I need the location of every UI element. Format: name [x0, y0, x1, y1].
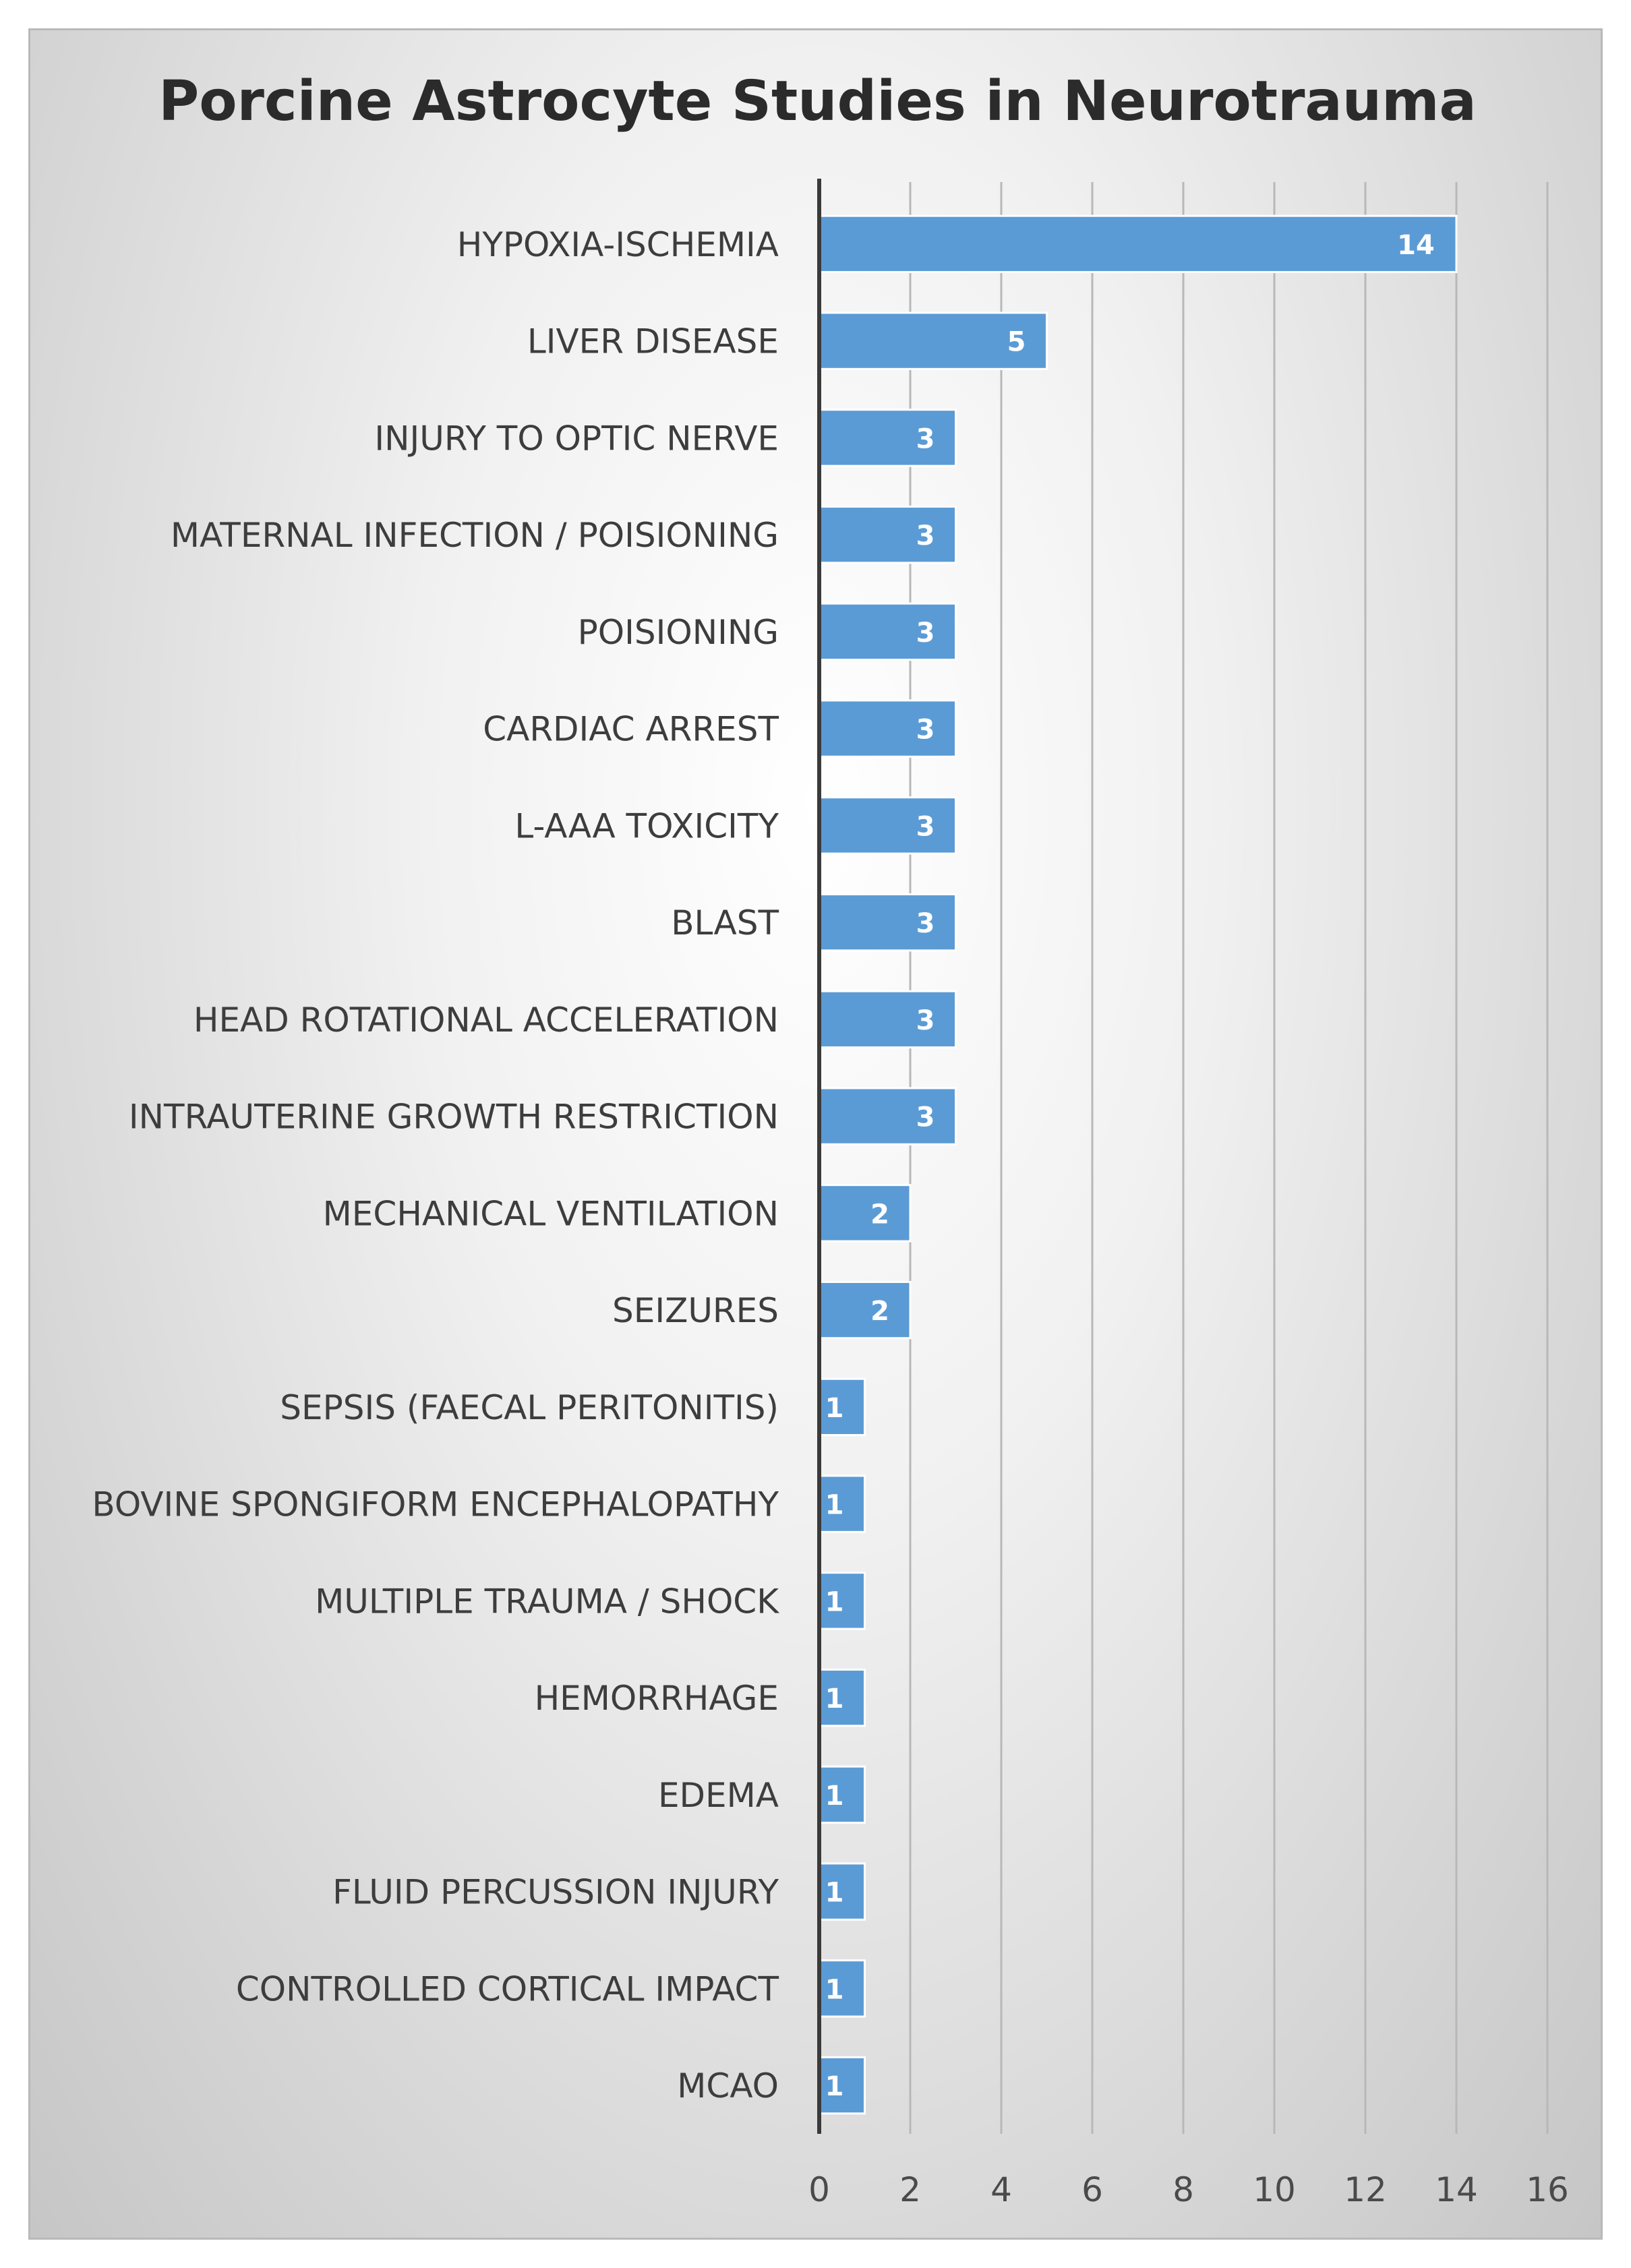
x-tick-label: 4	[990, 2170, 1012, 2209]
data-label: 1	[825, 1877, 844, 1909]
data-label: 3	[916, 1005, 935, 1036]
category-label: BOVINE SPONGIFORM ENCEPHALOPATHY	[92, 1485, 779, 1524]
bar	[819, 1282, 910, 1338]
category-label: INTRAUTERINE GROWTH RESTRICTION	[128, 1097, 779, 1137]
data-label: 5	[1007, 326, 1026, 358]
x-tick-label: 10	[1253, 2170, 1296, 2209]
category-label: BLAST	[671, 903, 779, 943]
category-label: HEMORRHAGE	[534, 1679, 779, 1719]
chart-title: Porcine Astrocyte Studies in Neurotrauma	[158, 69, 1477, 133]
data-label: 1	[825, 2071, 844, 2103]
chart-frame	[28, 28, 1603, 2240]
data-label: 3	[916, 423, 935, 455]
x-tick-label: 0	[808, 2170, 830, 2209]
data-label: 1	[825, 1586, 844, 1618]
category-label: MATERNAL INFECTION / POISIONING	[170, 516, 779, 556]
x-tick-label: 16	[1526, 2170, 1569, 2209]
x-tick-label: 8	[1173, 2170, 1194, 2209]
data-label: 3	[916, 714, 935, 746]
data-label: 1	[825, 1683, 844, 1715]
bars	[819, 216, 1456, 2114]
bar	[819, 216, 1456, 272]
category-label: INJURY TO OPTIC NERVE	[374, 419, 779, 458]
bar	[819, 894, 956, 950]
data-label: 2	[870, 1296, 889, 1327]
data-label: 14	[1397, 229, 1435, 261]
data-label: 2	[870, 1199, 889, 1230]
bar	[819, 798, 956, 854]
category-label: POISIONING	[577, 612, 779, 652]
gridlines	[910, 182, 1547, 2134]
category-label: SEIZURES	[612, 1291, 779, 1331]
bar	[819, 991, 956, 1047]
bar	[819, 1088, 956, 1144]
bar	[819, 700, 956, 756]
category-label: MCAO	[677, 2066, 779, 2106]
category-label: HYPOXIA-ISCHEMIA	[456, 225, 779, 264]
category-label: LIVER DISEASE	[527, 322, 779, 361]
category-label: HEAD ROTATIONAL ACCELERATION	[193, 1000, 779, 1040]
data-label: 3	[916, 1102, 935, 1133]
category-label: EDEMA	[657, 1775, 779, 1815]
bar	[819, 1185, 910, 1241]
data-label: 3	[916, 908, 935, 940]
x-tick-label: 14	[1435, 2170, 1478, 2209]
category-label: L-AAA TOXICITY	[514, 806, 779, 846]
data-label: 1	[825, 1780, 844, 1812]
x-axis-ticks	[808, 2170, 1569, 2209]
x-tick-label: 6	[1081, 2170, 1103, 2209]
category-label: CONTROLLED CORTICAL IMPACT	[235, 1969, 779, 2009]
x-tick-label: 12	[1344, 2170, 1387, 2209]
data-label: 3	[916, 811, 935, 843]
bar	[819, 410, 956, 466]
data-label: 3	[916, 617, 935, 649]
category-label: MECHANICAL VENTILATION	[322, 1194, 779, 1234]
data-label: 1	[825, 1974, 844, 2006]
category-label: MULTIPLE TRAUMA / SHOCK	[315, 1582, 779, 1621]
category-labels	[92, 225, 779, 2106]
data-label: 3	[916, 520, 935, 552]
bar	[819, 603, 956, 659]
x-tick-label: 2	[899, 2170, 921, 2209]
category-label: CARDIAC ARREST	[483, 709, 779, 749]
category-label: SEPSIS (FAECAL PERITONITIS)	[280, 1387, 779, 1427]
bar	[819, 506, 956, 562]
data-label: 1	[825, 1489, 844, 1521]
bar-chart	[30, 30, 1605, 2242]
data-label: 1	[825, 1392, 844, 1424]
category-label: FLUID PERCUSSION INJURY	[332, 1872, 779, 1912]
